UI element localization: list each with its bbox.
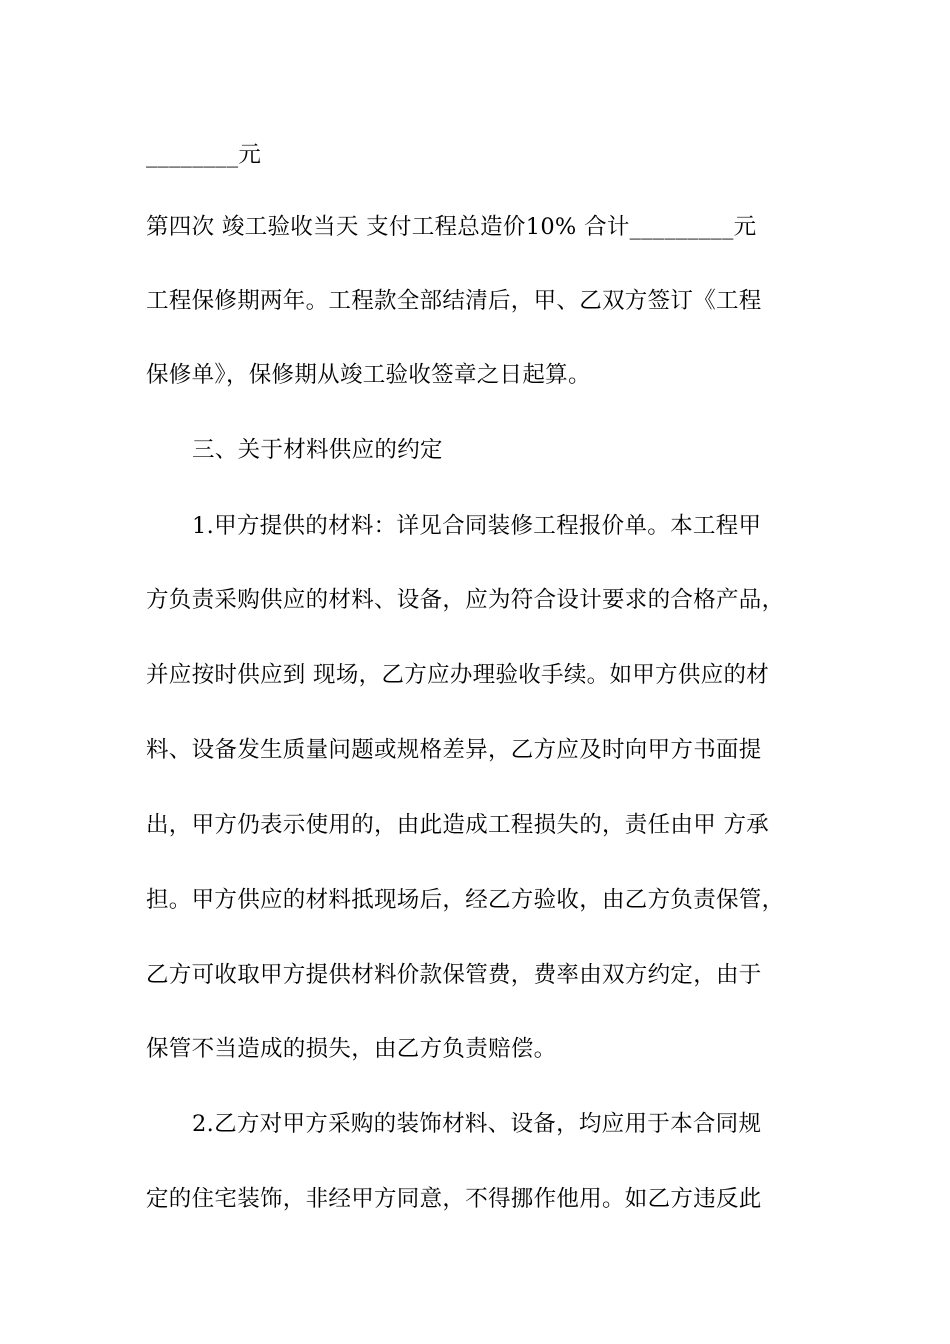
amount-blank-line: ________元: [146, 142, 262, 168]
clause-1-line-6: 担。甲方供应的材料抵现场后，经乙方验收，由乙方负责保管，: [146, 887, 785, 913]
section-heading-materials: 三、关于材料供应的约定: [192, 437, 443, 463]
payment-fourth-line: 第四次 竣工验收当天 支付工程总造价10% 合计_________元: [146, 214, 757, 240]
clause-1-line-8: 保管不当造成的损失，由乙方负责赔偿。: [146, 1036, 557, 1062]
clause-1-line-3: 并应按时供应到 现场，乙方应办理验收手续。如甲方供应的材: [146, 662, 770, 688]
warranty-paragraph-line-2: 保修单》，保修期从竣工验收签章之日起算。: [146, 362, 591, 388]
clause-1-line-2: 方负责采购供应的材料、设备，应为符合设计要求的合格产品，: [146, 587, 785, 613]
clause-2-line-2: 定的住宅装饰，非经甲方同意，不得挪作他用。如乙方违反此: [146, 1186, 762, 1212]
clause-1-line-1: 1.甲方提供的材料：详见合同装修工程报价单。本工程甲: [192, 513, 762, 539]
clause-1-line-7: 乙方可收取甲方提供材料价款保管费，费率由双方约定，由于: [146, 962, 762, 988]
clause-1-line-4: 料、设备发生质量问题或规格差异，乙方应及时向甲方书面提: [146, 737, 762, 763]
clause-2-line-1: 2.乙方对甲方采购的装饰材料、设备，均应用于本合同规: [192, 1111, 762, 1137]
warranty-paragraph-line-1: 工程保修期两年。工程款全部结清后，甲、乙双方签订《工程: [146, 288, 762, 314]
clause-1-line-5: 出，甲方仍表示使用的，由此造成工程损失的，责任由甲 方承: [146, 812, 770, 838]
